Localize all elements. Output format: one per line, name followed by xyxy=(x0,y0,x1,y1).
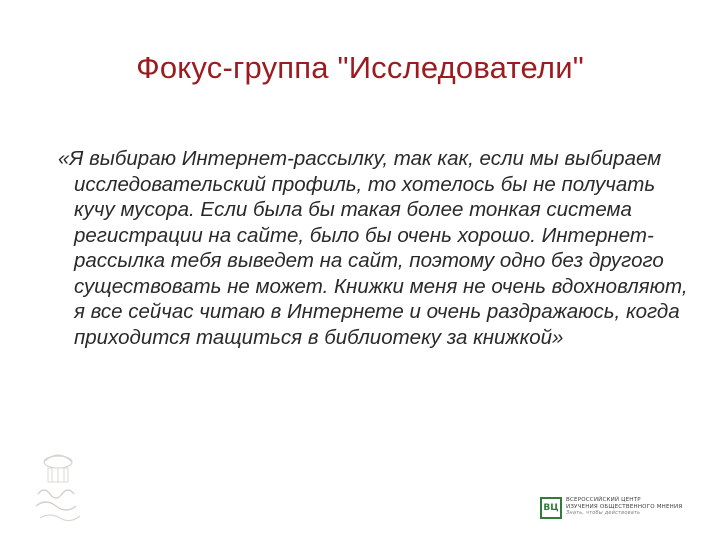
logo-line-2: ИЗУЧЕНИЯ ОБЩЕСТВЕННОГО МНЕНИЯ xyxy=(566,503,683,510)
logo-mark: ВЦ xyxy=(540,497,562,519)
museum-seal-icon xyxy=(30,448,86,526)
slide-title: Фокус-группа "Исследователи" xyxy=(136,50,584,85)
quote-text: «Я выбираю Интернет-рассылку, так как, если мы выбираем исследовательский профиль, то хотелось бы не получать кучу мусора. Если была бы такая более тонкая система регистрации на сайте, было бы очень хорошо. Интернет-рассылка тебя выведет на сайт, поэтому одно без другого существовать не может. Книжки меня не очень вдохновляют, я все сейчас читаю в Интернете и очень раздражаюсь, когда приходится тащиться в библиотеку за книжкой» xyxy=(58,147,688,349)
logo-line-3: Знать, чтобы действовать xyxy=(566,510,641,516)
research-center-logo-icon xyxy=(540,497,715,525)
logo-line-1: ВСЕРОССИЙСКИЙ ЦЕНТР xyxy=(566,497,641,503)
logo-text-block xyxy=(566,497,714,517)
